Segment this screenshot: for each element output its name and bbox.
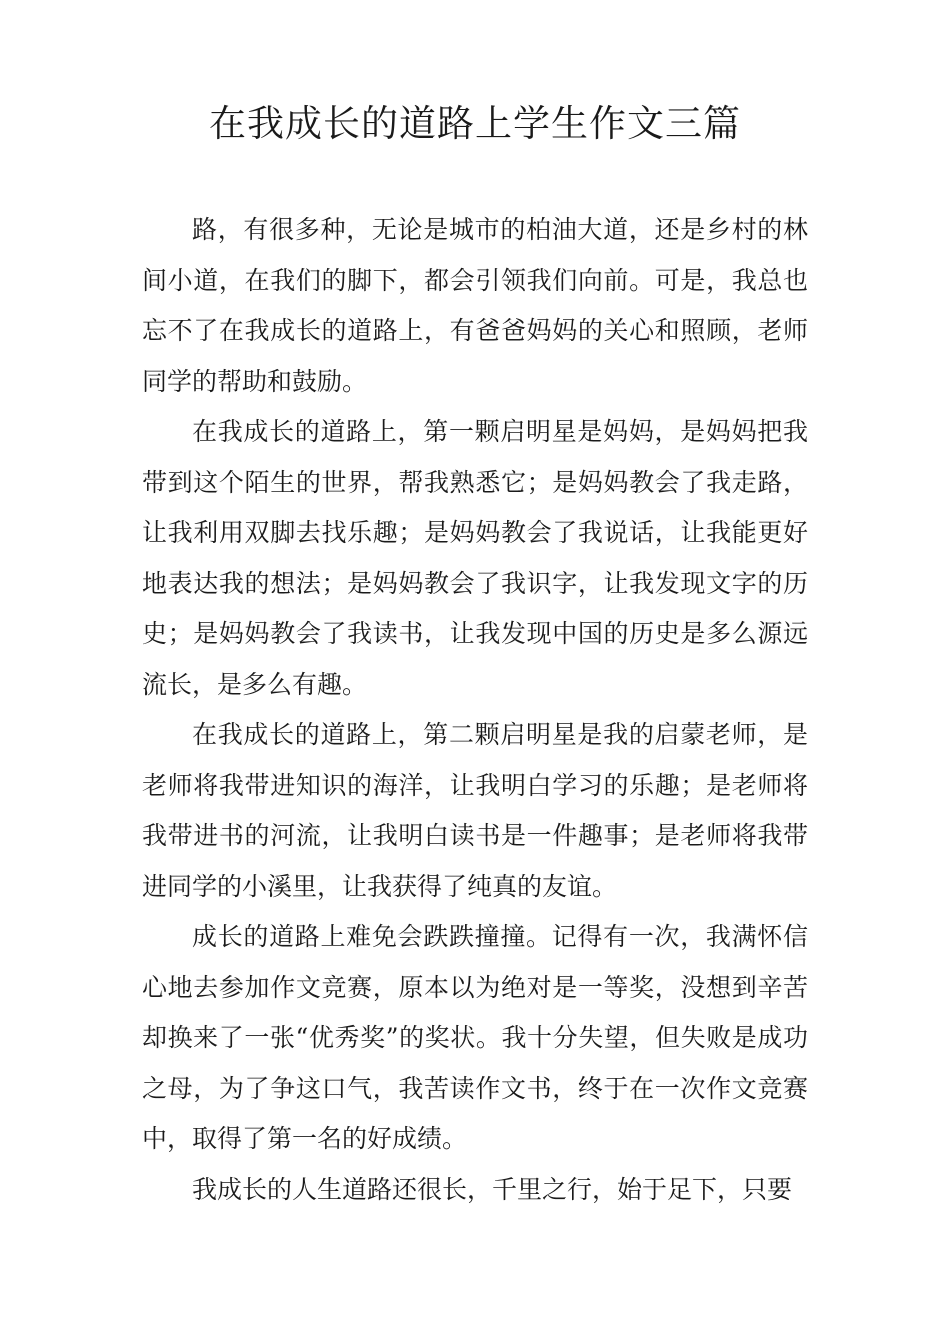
document-title: 在我成长的道路上学生作文三篇 (209, 102, 741, 145)
paragraph-2: 在我成长的道路上，第一颗启明星是妈妈，是妈妈把我带到这个陌生的世界，帮我熟悉它；是妈妈教会了我走路，让我利用双脚去找乐趣；是妈妈教会了我说话，让我能更好地表达我的想法；是妈妈教会了我识字，让我发现文字的历史；是妈妈教会了我读书，让我发现中国的历史是多么源远流长，是多么有趣。 (142, 417, 808, 699)
paragraph-4: 成长的道路上难免会跌跌撞撞。记得有一次，我满怀信心地去参加作文竞赛，原本以为绝对是一等奖，没想到辛苦却换来了一张“优秀奖”的奖状。我十分失望，但失败是成功之母，为了争这口气，我苦读作文书，终于在一次作文竞赛中，取得了第一名的好成绩。 (142, 922, 808, 1153)
paragraph-3: 在我成长的道路上，第二颗启明星是我的启蒙老师，是老师将我带进知识的海洋，让我明白学习的乐趣；是老师将我带进书的河流，让我明白读书是一件趣事；是老师将我带进同学的小溪里，让我获得了纯真的友谊。 (142, 720, 808, 901)
paragraph-1: 路，有很多种，无论是城市的柏油大道，还是乡村的林间小道，在我们的脚下，都会引领我们向前。可是，我总也忘不了在我成长的道路上，有爸爸妈妈的关心和照顾，老师同学的帮助和鼓励。 (142, 215, 808, 396)
paragraph-5: 我成长的人生道路还很长，千里之行，始于足下，只要 (192, 1174, 793, 1204)
document-body (142, 205, 808, 1215)
